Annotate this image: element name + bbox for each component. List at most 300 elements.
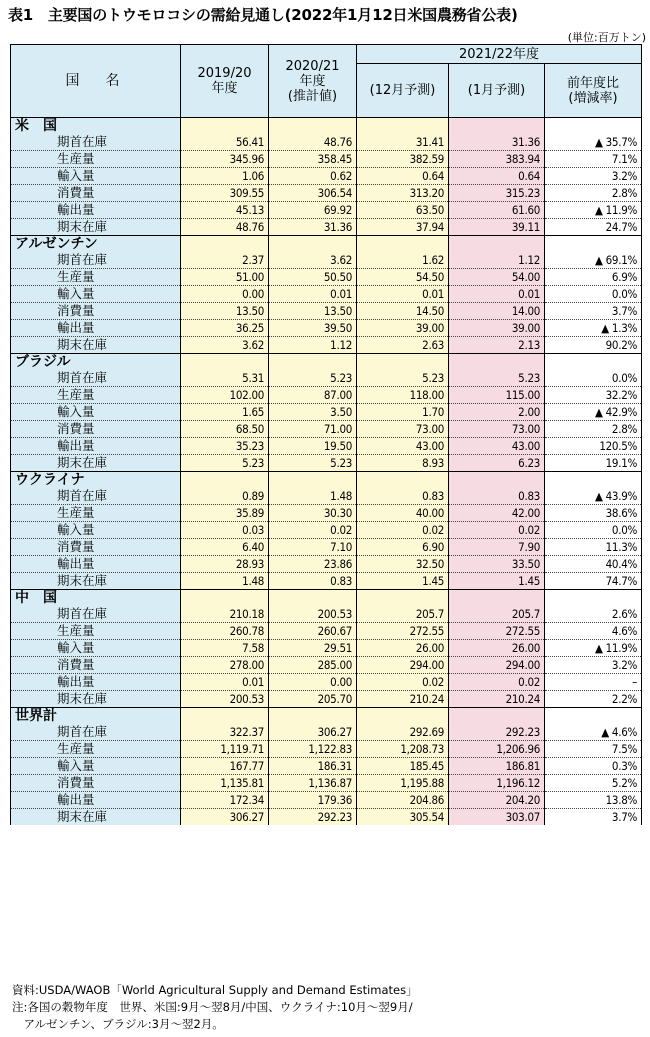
row-label: 消費量 (11, 303, 181, 320)
table-row (11, 809, 642, 826)
value-cell: 40.00 (357, 505, 449, 522)
table-row (11, 370, 642, 387)
value-cell: 7.1% (545, 151, 642, 168)
row-label: 消費量 (11, 657, 181, 674)
value-cell: 7.90 (449, 539, 545, 556)
table-row (11, 792, 642, 809)
country-name: アルゼンチン (11, 236, 181, 253)
value-cell: 19.1% (545, 455, 642, 472)
row-label: 消費量 (11, 775, 181, 792)
value-cell: 260.67 (269, 623, 357, 640)
value-cell: 0.01 (357, 286, 449, 303)
value-cell: 63.50 (357, 202, 449, 219)
value-cell: 185.45 (357, 758, 449, 775)
value-cell: 306.27 (181, 809, 269, 826)
table-row (11, 522, 642, 539)
value-cell: 1.45 (449, 573, 545, 590)
value-cell: 167.77 (181, 758, 269, 775)
value-cell: 382.59 (357, 151, 449, 168)
row-label: 期末在庫 (11, 573, 181, 590)
value-cell: 0.83 (449, 488, 545, 505)
table-row (11, 623, 642, 640)
table-row (11, 640, 642, 657)
value-cell: 11.3% (545, 539, 642, 556)
value-cell: 39.00 (357, 320, 449, 337)
value-cell: 172.34 (181, 792, 269, 809)
table-row (11, 185, 642, 202)
row-label: 生産量 (11, 623, 181, 640)
blank-cell (357, 708, 449, 725)
value-cell: 0.01 (181, 674, 269, 691)
footnote-line: 注:各国の穀物年度 世界、米国:9月～翌8月/中国、ウクライナ:10月～翌9月/ (12, 1000, 413, 1014)
table-row (11, 674, 642, 691)
value-cell: 35.23 (181, 438, 269, 455)
value-cell: 42.00 (449, 505, 545, 522)
value-cell: 0.62 (269, 168, 357, 185)
table-row (11, 775, 642, 792)
value-cell: 383.94 (449, 151, 545, 168)
value-cell: 2.6% (545, 606, 642, 623)
table-row (11, 539, 642, 556)
value-cell: ▲ 11.9% (545, 202, 642, 219)
row-label: 輸入量 (11, 758, 181, 775)
value-cell: 8.93 (357, 455, 449, 472)
row-label: 期末在庫 (11, 219, 181, 236)
header-2019: 2019/20 年度 (181, 45, 269, 118)
blank-cell (545, 590, 642, 607)
value-cell: 0.00 (269, 674, 357, 691)
blank-cell (449, 118, 545, 135)
value-cell: 1.48 (181, 573, 269, 590)
value-cell: 0.0% (545, 286, 642, 303)
value-cell: 204.86 (357, 792, 449, 809)
value-cell: 61.60 (449, 202, 545, 219)
value-cell: 45.13 (181, 202, 269, 219)
value-cell: 13.50 (269, 303, 357, 320)
value-cell: 260.78 (181, 623, 269, 640)
blank-cell (545, 354, 642, 371)
value-cell: 73.00 (357, 421, 449, 438)
value-cell: 1.12 (269, 337, 357, 354)
value-cell: 7.10 (269, 539, 357, 556)
value-cell: 120.5% (545, 438, 642, 455)
value-cell: 313.20 (357, 185, 449, 202)
table-row (11, 691, 642, 708)
row-label: 期首在庫 (11, 370, 181, 387)
table-row (11, 219, 642, 236)
row-label: 輸入量 (11, 522, 181, 539)
table-row (11, 505, 642, 522)
value-cell: 2.37 (181, 252, 269, 269)
value-cell: 19.50 (269, 438, 357, 455)
header-january-forecast: (1月予測) (449, 64, 545, 118)
value-cell: 2.13 (449, 337, 545, 354)
value-cell: 31.36 (449, 134, 545, 151)
value-cell: 204.20 (449, 792, 545, 809)
value-cell: ▲ 1.3% (545, 320, 642, 337)
value-cell: 39.11 (449, 219, 545, 236)
row-label: 生産量 (11, 269, 181, 286)
value-cell: 305.54 (357, 809, 449, 826)
table-row (11, 556, 642, 573)
row-label: 消費量 (11, 185, 181, 202)
blank-cell (269, 590, 357, 607)
header-country: 国 名 (11, 45, 181, 118)
value-cell: 0.83 (357, 488, 449, 505)
value-cell: 6.40 (181, 539, 269, 556)
table-row (11, 134, 642, 151)
value-cell: 14.00 (449, 303, 545, 320)
blank-cell (269, 708, 357, 725)
row-label: 生産量 (11, 387, 181, 404)
header-december-forecast: (12月予測) (357, 64, 449, 118)
value-cell: 3.62 (269, 252, 357, 269)
table-row (11, 606, 642, 623)
value-cell: 1,122.83 (269, 741, 357, 758)
value-cell: 13.50 (181, 303, 269, 320)
row-label: 輸入量 (11, 640, 181, 657)
row-label: 消費量 (11, 421, 181, 438)
blank-cell (181, 118, 269, 135)
value-cell: 0.02 (269, 522, 357, 539)
blank-cell (449, 354, 545, 371)
value-cell: 26.00 (449, 640, 545, 657)
value-cell: 278.00 (181, 657, 269, 674)
blank-cell (545, 708, 642, 725)
value-cell: 37.94 (357, 219, 449, 236)
row-label: 輸出量 (11, 320, 181, 337)
table-row (11, 421, 642, 438)
table-row (11, 337, 642, 354)
table-row (11, 488, 642, 505)
value-cell: 3.7% (545, 303, 642, 320)
header-2021: 2021/22年度 (357, 45, 642, 64)
table-row (11, 741, 642, 758)
value-cell: 292.69 (357, 724, 449, 741)
row-label: 期末在庫 (11, 455, 181, 472)
value-cell: 26.00 (357, 640, 449, 657)
value-cell: 29.51 (269, 640, 357, 657)
table-row (11, 404, 642, 421)
value-cell: 1.65 (181, 404, 269, 421)
blank-cell (449, 236, 545, 253)
table-row (11, 387, 642, 404)
row-label: 輸入量 (11, 286, 181, 303)
table-row (11, 320, 642, 337)
value-cell: 292.23 (269, 809, 357, 826)
header-2020: 2020/21 年度 (推計値) (269, 45, 357, 118)
value-cell: – (545, 674, 642, 691)
value-cell: 14.50 (357, 303, 449, 320)
value-cell: 0.64 (357, 168, 449, 185)
value-cell: 205.7 (449, 606, 545, 623)
blank-cell (181, 236, 269, 253)
value-cell: 0.02 (357, 522, 449, 539)
value-cell: 48.76 (269, 134, 357, 151)
value-cell: 272.55 (449, 623, 545, 640)
country-row (11, 354, 642, 371)
value-cell: 0.02 (449, 674, 545, 691)
value-cell: 0.03 (181, 522, 269, 539)
value-cell: 30.30 (269, 505, 357, 522)
value-cell: 272.55 (357, 623, 449, 640)
row-label: 輸出量 (11, 202, 181, 219)
row-label: 生産量 (11, 505, 181, 522)
table-row (11, 724, 642, 741)
value-cell: 179.36 (269, 792, 357, 809)
country-row (11, 708, 642, 725)
value-cell: 0.01 (269, 286, 357, 303)
table-row (11, 286, 642, 303)
row-label: 期首在庫 (11, 134, 181, 151)
value-cell: 0.0% (545, 370, 642, 387)
value-cell: 186.81 (449, 758, 545, 775)
value-cell: 2.63 (357, 337, 449, 354)
value-cell: 28.93 (181, 556, 269, 573)
country-row (11, 590, 642, 607)
value-cell: 5.31 (181, 370, 269, 387)
row-label: 消費量 (11, 539, 181, 556)
value-cell: 1,195.88 (357, 775, 449, 792)
blank-cell (181, 590, 269, 607)
value-cell: ▲ 4.6% (545, 724, 642, 741)
value-cell: 3.50 (269, 404, 357, 421)
value-cell: 2.2% (545, 691, 642, 708)
blank-cell (449, 708, 545, 725)
value-cell: ▲ 42.9% (545, 404, 642, 421)
row-label: 輸入量 (11, 168, 181, 185)
blank-cell (357, 590, 449, 607)
value-cell: 205.7 (357, 606, 449, 623)
table-row (11, 252, 642, 269)
blank-cell (357, 354, 449, 371)
country-name: 米 国 (11, 118, 181, 135)
blank-cell (449, 472, 545, 489)
value-cell: 51.00 (181, 269, 269, 286)
blank-cell (181, 472, 269, 489)
row-label: 輸出量 (11, 792, 181, 809)
value-cell: 200.53 (181, 691, 269, 708)
value-cell: 33.50 (449, 556, 545, 573)
value-cell: 5.23 (269, 455, 357, 472)
value-cell: 38.6% (545, 505, 642, 522)
value-cell: 6.9% (545, 269, 642, 286)
value-cell: 294.00 (449, 657, 545, 674)
value-cell: 7.5% (545, 741, 642, 758)
value-cell: 0.01 (449, 286, 545, 303)
value-cell: 1,208.73 (357, 741, 449, 758)
row-label: 期首在庫 (11, 724, 181, 741)
table-row (11, 758, 642, 775)
value-cell: 186.31 (269, 758, 357, 775)
value-cell: 303.07 (449, 809, 545, 826)
value-cell: 1,206.96 (449, 741, 545, 758)
value-cell: 35.89 (181, 505, 269, 522)
value-cell: 23.86 (269, 556, 357, 573)
row-label: 輸出量 (11, 438, 181, 455)
value-cell: 0.83 (269, 573, 357, 590)
row-label: 期末在庫 (11, 809, 181, 826)
value-cell: 6.23 (449, 455, 545, 472)
value-cell: 69.92 (269, 202, 357, 219)
value-cell: 39.00 (449, 320, 545, 337)
blank-cell (269, 118, 357, 135)
value-cell: 0.00 (181, 286, 269, 303)
row-label: 輸出量 (11, 556, 181, 573)
value-cell: 306.54 (269, 185, 357, 202)
value-cell: 0.02 (357, 674, 449, 691)
value-cell: 56.41 (181, 134, 269, 151)
value-cell: 1.45 (357, 573, 449, 590)
value-cell: 1.06 (181, 168, 269, 185)
country-row (11, 472, 642, 489)
value-cell: 43.00 (357, 438, 449, 455)
value-cell: 71.00 (269, 421, 357, 438)
value-cell: 0.64 (449, 168, 545, 185)
table-title: 表1 主要国のトウモロコシの需給見通し(2022年1月12日米国農務省公表) (8, 6, 518, 24)
value-cell: 31.36 (269, 219, 357, 236)
value-cell: 4.6% (545, 623, 642, 640)
country-row (11, 236, 642, 253)
country-row (11, 118, 642, 135)
value-cell: 210.24 (449, 691, 545, 708)
value-cell: 13.8% (545, 792, 642, 809)
blank-cell (181, 354, 269, 371)
value-cell: 24.7% (545, 219, 642, 236)
value-cell: 115.00 (449, 387, 545, 404)
value-cell: 0.0% (545, 522, 642, 539)
row-label: 生産量 (11, 741, 181, 758)
value-cell: 5.23 (357, 370, 449, 387)
value-cell: 31.41 (357, 134, 449, 151)
value-cell: 5.23 (181, 455, 269, 472)
value-cell: 210.18 (181, 606, 269, 623)
value-cell: 39.50 (269, 320, 357, 337)
value-cell: 2.8% (545, 421, 642, 438)
row-label: 期首在庫 (11, 488, 181, 505)
value-cell: 102.00 (181, 387, 269, 404)
table-row (11, 573, 642, 590)
value-cell: 87.00 (269, 387, 357, 404)
blank-cell (357, 118, 449, 135)
blank-cell (449, 590, 545, 607)
country-name: ブラジル (11, 354, 181, 371)
value-cell: 322.37 (181, 724, 269, 741)
row-label: 期首在庫 (11, 606, 181, 623)
value-cell: 0.02 (449, 522, 545, 539)
table-row (11, 269, 642, 286)
unit-label: (単位:百万トン) (567, 31, 646, 44)
value-cell: 210.24 (357, 691, 449, 708)
value-cell: 3.7% (545, 809, 642, 826)
value-cell: ▲ 43.9% (545, 488, 642, 505)
value-cell: 1.12 (449, 252, 545, 269)
row-label: 期末在庫 (11, 691, 181, 708)
value-cell: 54.50 (357, 269, 449, 286)
table-row (11, 455, 642, 472)
table-row (11, 168, 642, 185)
row-label: 期末在庫 (11, 337, 181, 354)
country-name: ウクライナ (11, 472, 181, 489)
value-cell: 3.2% (545, 657, 642, 674)
value-cell: 205.70 (269, 691, 357, 708)
blank-cell (357, 472, 449, 489)
value-cell: 345.96 (181, 151, 269, 168)
value-cell: ▲ 35.7% (545, 134, 642, 151)
row-label: 期首在庫 (11, 252, 181, 269)
value-cell: ▲ 69.1% (545, 252, 642, 269)
value-cell: 200.53 (269, 606, 357, 623)
value-cell: 2.00 (449, 404, 545, 421)
value-cell: 2.8% (545, 185, 642, 202)
table-row (11, 151, 642, 168)
supply-demand-table (10, 44, 642, 825)
table-row (11, 303, 642, 320)
blank-cell (357, 236, 449, 253)
footnote-line: アルゼンチン、ブラジル:3月～翌2月。 (12, 1017, 224, 1031)
value-cell: 32.2% (545, 387, 642, 404)
value-cell: 358.45 (269, 151, 357, 168)
blank-cell (545, 472, 642, 489)
value-cell: 40.4% (545, 556, 642, 573)
value-cell: 5.2% (545, 775, 642, 792)
value-cell: 54.00 (449, 269, 545, 286)
value-cell: 294.00 (357, 657, 449, 674)
value-cell: 6.90 (357, 539, 449, 556)
table-row (11, 438, 642, 455)
blank-cell (269, 472, 357, 489)
value-cell: 3.62 (181, 337, 269, 354)
value-cell: 285.00 (269, 657, 357, 674)
value-cell: 1.62 (357, 252, 449, 269)
value-cell: 73.00 (449, 421, 545, 438)
value-cell: 50.50 (269, 269, 357, 286)
value-cell: 1,136.87 (269, 775, 357, 792)
value-cell: 1,135.81 (181, 775, 269, 792)
value-cell: ▲ 11.9% (545, 640, 642, 657)
value-cell: 74.7% (545, 573, 642, 590)
value-cell: 118.00 (357, 387, 449, 404)
country-name: 中 国 (11, 590, 181, 607)
row-label: 輸入量 (11, 404, 181, 421)
blank-cell (545, 118, 642, 135)
value-cell: 7.58 (181, 640, 269, 657)
row-label: 生産量 (11, 151, 181, 168)
value-cell: 43.00 (449, 438, 545, 455)
value-cell: 309.55 (181, 185, 269, 202)
table-row (11, 657, 642, 674)
country-name: 世界計 (11, 708, 181, 725)
value-cell: 3.2% (545, 168, 642, 185)
value-cell: 5.23 (449, 370, 545, 387)
value-cell: 48.76 (181, 219, 269, 236)
footnote-line: 資料:USDA/WAOB「World Agricultural Supply and Demand Estimates」 (12, 983, 418, 997)
value-cell: 1.48 (269, 488, 357, 505)
value-cell: 5.23 (269, 370, 357, 387)
value-cell: 1,196.12 (449, 775, 545, 792)
row-label: 輸出量 (11, 674, 181, 691)
value-cell: 292.23 (449, 724, 545, 741)
value-cell: 306.27 (269, 724, 357, 741)
value-cell: 90.2% (545, 337, 642, 354)
table-row (11, 202, 642, 219)
value-cell: 315.23 (449, 185, 545, 202)
blank-cell (545, 236, 642, 253)
value-cell: 32.50 (357, 556, 449, 573)
blank-cell (269, 236, 357, 253)
header-yoy-change: 前年度比 (増減率) (545, 64, 642, 118)
value-cell: 0.89 (181, 488, 269, 505)
